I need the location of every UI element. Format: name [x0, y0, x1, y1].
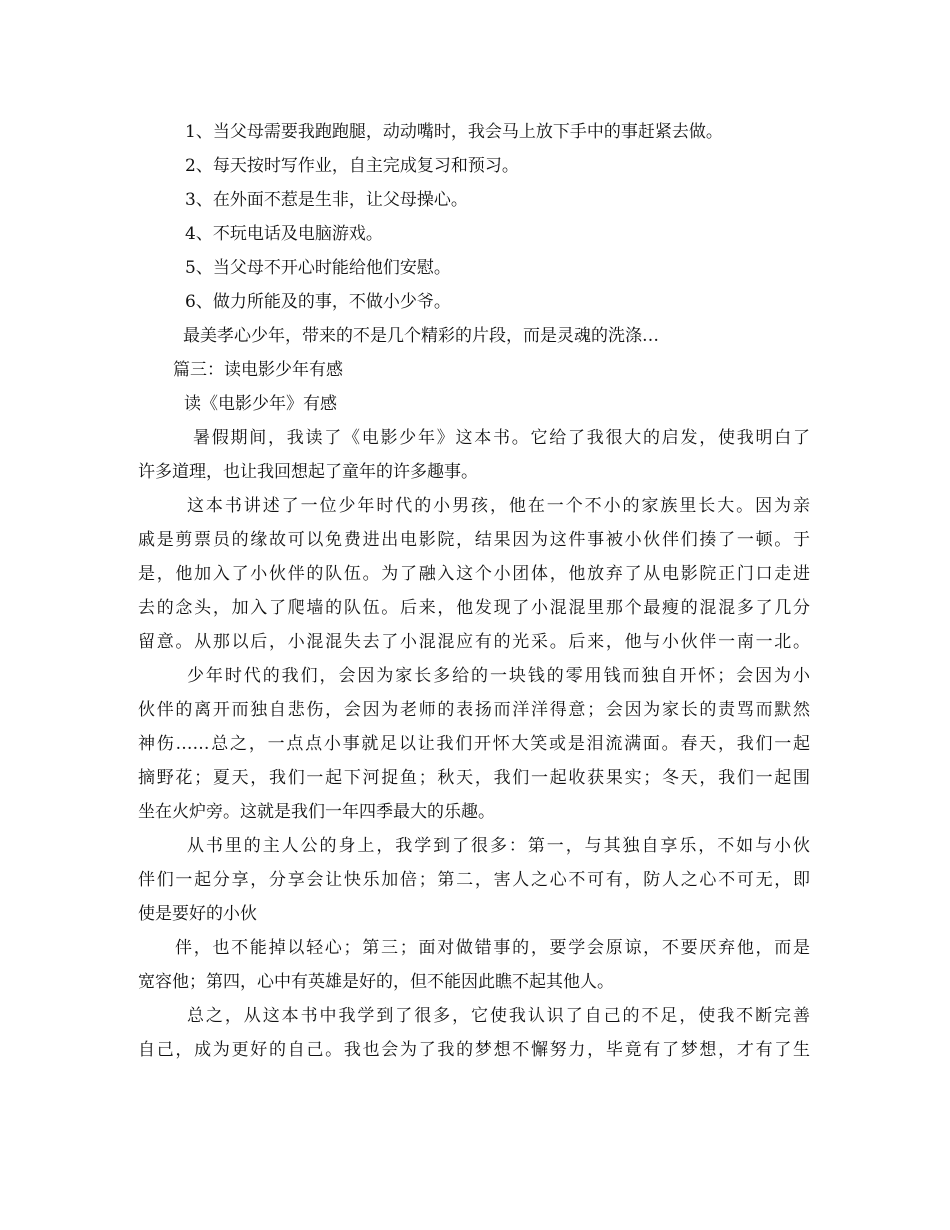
paragraph-3-line-2: 伙伴的离开而独自悲伤，会因为老师的表扬而洋洋得意；会因为家长的责骂而默然 [138, 700, 810, 720]
article-title: 读《电影少年》有感 [184, 394, 337, 414]
paragraph-6-line-1: 总之，从这本书中我学到了很多，它使我认识了自己的不足，使我不断完善 [187, 1006, 810, 1026]
paragraph-2-line-4: 去的念头，加入了爬墙的队伍。后来，他发现了小混混里那个最瘦的混混多了几分 [138, 598, 810, 618]
list-item-1: 1、当父母需要我跑跑腿，动动嘴时，我会马上放下手中的事赶紧去做。 [185, 122, 723, 142]
paragraph-3-line-3: 神伤……总之，一点点小事就足以让我们开怀大笑或是泪流满面。春天，我们一起 [138, 734, 810, 754]
paragraph-1-line-2: 许多道理，也让我回想起了童年的许多趣事。 [138, 462, 478, 482]
paragraph-4-line-3: 使是要好的小伙 [138, 904, 257, 924]
paragraph-3-line-1: 少年时代的我们，会因为家长多给的一块钱的零用钱而独自开怀；会因为小 [187, 666, 810, 686]
paragraph-5-line-1: 伴，也不能掉以轻心；第三；面对做错事的，要学会原谅，不要厌弃他，而是 [175, 938, 810, 958]
paragraph-3-line-5: 坐在火炉旁。这就是我们一年四季最大的乐趣。 [138, 802, 495, 822]
paragraph-4-line-1: 从书里的主人公的身上，我学到了很多：第一，与其独自享乐，不如与小伙 [187, 836, 810, 856]
list-item-5: 5、当父母不开心时能给他们安慰。 [185, 258, 451, 278]
paragraph-2-line-1: 这本书讲述了一位少年时代的小男孩，他在一个不小的家族里长大。因为亲 [187, 496, 810, 516]
paragraph-6-line-2: 自己，成为更好的自己。我也会为了我的梦想不懈努力，毕竟有了梦想，才有了生 [138, 1040, 810, 1060]
paragraph-1-line-1: 暑假期间，我读了《电影少年》这本书。它给了我很大的启发，使我明白了 [193, 428, 810, 448]
list-item-4: 4、不玩电话及电脑游戏。 [185, 224, 383, 244]
paragraph-2-line-5: 留意。从那以后，小混混失去了小混混应有的光采。后来，他与小伙伴一南一北。 [138, 632, 810, 652]
list-item-3: 3、在外面不惹是生非，让父母操心。 [185, 190, 468, 210]
closing-line: 最美孝心少年，带来的不是几个精彩的片段，而是灵魂的洗涤… [183, 326, 659, 346]
list-item-6: 6、做力所能及的事，不做小少爷。 [185, 292, 451, 312]
section-heading: 篇三：读电影少年有感 [173, 360, 343, 380]
paragraph-3-line-4: 摘野花；夏天，我们一起下河捉鱼；秋天，我们一起收获果实；冬天，我们一起围 [138, 768, 810, 788]
paragraph-5-line-2: 宽容他；第四，心中有英雄是好的，但不能因此瞧不起其他人。 [138, 972, 614, 992]
paragraph-2-line-3: 是，他加入了小伙伴的队伍。为了融入这个小团体，他放弃了从电影院正门口走进 [138, 564, 810, 584]
paragraph-4-line-2: 伴们一起分享，分享会让快乐加倍；第二，害人之心不可有，防人之心不可无，即 [138, 870, 810, 890]
list-item-2: 2、每天按时写作业，自主完成复习和预习。 [185, 156, 519, 176]
paragraph-2-line-2: 戚是剪票员的缘故可以免费进出电影院，结果因为这件事被小伙伴们揍了一顿。于 [138, 530, 810, 550]
